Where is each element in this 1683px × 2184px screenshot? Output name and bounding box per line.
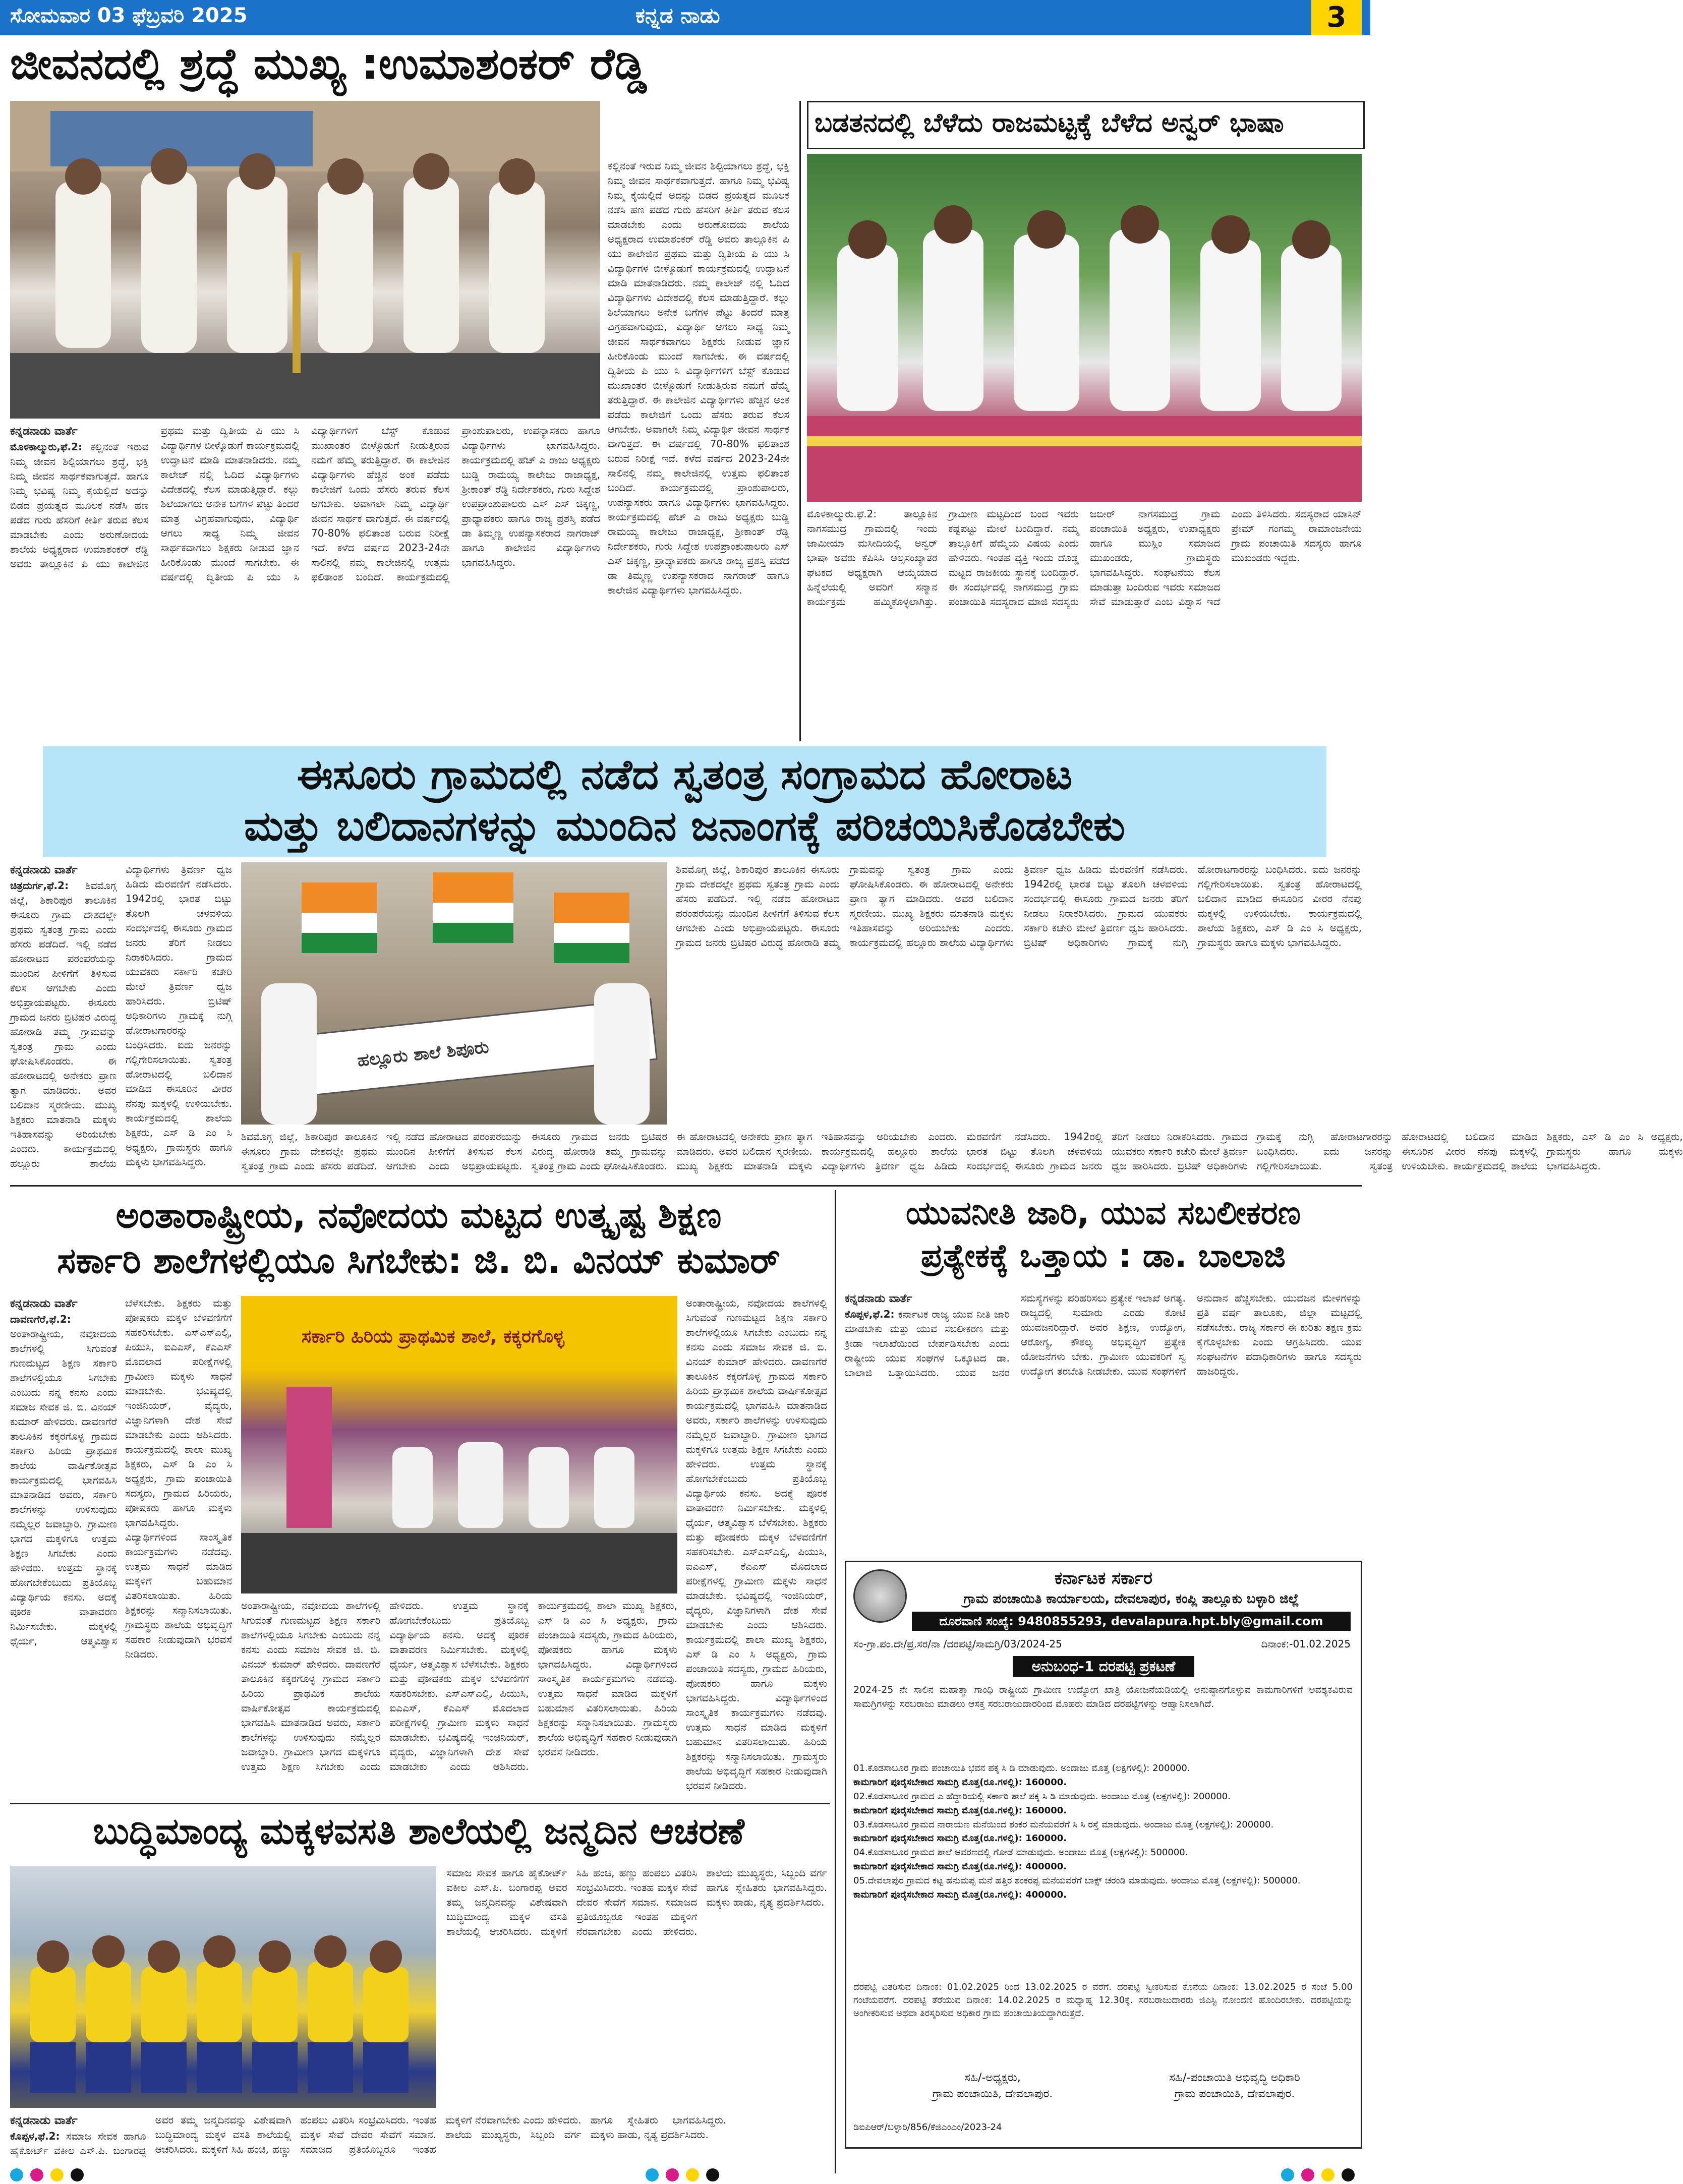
article-4-headline-line2: ಸರ್ಕಾರಿ ಶಾಲೆಗಳಲ್ಲಿಯೂ ಸಿಗಬೇಕು: ಜಿ. ಬಿ. ವಿನಯ್ ಕುಮಾರ್ xyxy=(57,1240,780,1281)
flag-rally-scene xyxy=(241,862,667,1125)
article-2-headline: ಬಡತನದಲ್ಲಿ ಬೆಳೆದು ರಾಜಮಟ್ಟಕ್ಕೆ ಬೆಳೆದ ಅನ್ವರ್ ಭಾಷಾ xyxy=(815,108,1284,138)
article-3-text-b: ಶಿವಮೊಗ್ಗ ಜಿಲ್ಲೆ, ಶಿಕಾರಿಪುರ ತಾಲೂಕಿನ ಈಸೂರು ಗ್ರಾಮ ದೇಶದಲ್ಲೇ ಪ್ರಥಮ ಸ್ವತಂತ್ರ ಗ್ರಾಮ ಎಂದು ಹೆಸರು ಪಡೆದಿದೆ. ಇಲ್ಲಿ ನಡೆದ ಹೋರಾಟದ ಪರಂಪರೆಯನ್ನು ಮುಂದಿನ ಪೀಳಿಗೆಗೆ ತಿಳಿಸುವ ಕೆಲಸ ಆಗಬೇಕು ಎಂದು ಅಭಿಪ್ರಾಯಪಟ್ಟರು. ಈಸೂರು ಗ್ರಾಮದ ಜನರು ಬ್ರಿಟಿಷರ ವಿರುದ್ಧ ಹೋರಾಡಿ ತಮ್ಮ ಗ್ರಾಮವನ್ನು ಸ್ವತಂತ್ರ ಗ್ರಾಮ ಎಂದು ಘೋಷಿಸಿಕೊಂಡರು. ಈ ಹೋರಾಟದಲ್ಲಿ ಅನೇಕರು ಪ್ರಾಣ ತ್ಯಾಗ ಮಾಡಿದರು. ಅವರ ಬಲಿದಾನ ಸ್ಮರಣೀಯ. ಮುಖ್ಯ ಶಿಕ್ಷಕರು ಮಾತನಾಡಿ ಮಕ್ಕಳು ಇತಿಹಾಸವನ್ನು ಅರಿಯಬೇಕು ಎಂದರು. ಕಾರ್ಯಕ್ರಮದಲ್ಲಿ ಹಲ್ಲೂರು ಶಾಲೆಯ ವಿದ್ಯಾರ್ಥಿಗಳು ತ್ರಿವರ್ಣ ಧ್ವಜ ಹಿಡಿದು ಮೆರವಣಿಗೆ ನಡೆಸಿದರು. 1942ರಲ್ಲಿ ಭಾರತ ಬಿಟ್ಟು ತೊಲಗಿ ಚಳವಳಿಯ ಸಂದರ್ಭದಲ್ಲಿ ಈಸೂರು ಗ್ರಾಮದ ಜನರು ತೆರಿಗೆ ನೀಡಲು ನಿರಾಕರಿಸಿದರು. ಗ್ರಾಮದ ಯುವಕರು ಸರ್ಕಾರಿ ಕಚೇರಿ ಮೇಲೆ ತ್ರಿವರ್ಣ ಧ್ವಜ ಹಾರಿಸಿದರು. ಬ್ರಿಟಿಷ್ ಅಧಿಕಾರಿಗಳು ಗ್ರಾಮಕ್ಕೆ ನುಗ್ಗಿ ಹೋರಾಟಗಾರರನ್ನು ಬಂಧಿಸಿದರು. ಐದು ಜನರನ್ನು ಗಲ್ಲಿಗೇರಿಸಲಾಯಿತು. ಸ್ವತಂತ್ರ ಹೋರಾಟದಲ್ಲಿ ಬಲಿದಾನ ಮಾಡಿದ ಈಸೂರಿನ ವೀರರ ನೆನಪು ಮಕ್ಕಳಲ್ಲಿ ಉಳಿಯಬೇಕು. ಕಾರ್ಯಕ್ರಮದಲ್ಲಿ ಶಾಲೆಯ ಶಿಕ್ಷಕರು, ಎಸ್ ಡಿ ಎಂ ಸಿ ಅಧ್ಯಕ್ಷರು, ಗ್ರಾಮಸ್ಥರು ಹಾಗೂ ಮಕ್ಕಳು ಭಾಗವಹಿಸಿದ್ದರು. xyxy=(241,1131,1683,1172)
notice-sign-right-2: ಗ್ರಾಮ ಪಂಚಾಯಿತಿ, ದೇವಲಾಪುರ. xyxy=(1174,2088,1295,2100)
magenta-dot-icon xyxy=(30,2168,43,2181)
magenta-dot-icon xyxy=(1301,2168,1314,2181)
article-4-text-b: ಅಂತಾರಾಷ್ಟ್ರೀಯ, ನವೋದಯ ಶಾಲೆಗಳಲ್ಲಿ ಸಿಗುವಂತೆ ಗುಣಮಟ್ಟದ ಶಿಕ್ಷಣ ಸರ್ಕಾರಿ ಶಾಲೆಗಳಲ್ಲಿಯೂ ಸಿಗಬೇಕು ಎಂಬುದು ನನ್ನ ಕನಸು ಎಂದು ಸಮಾಜ ಸೇವಕ ಜಿ. ಬಿ. ವಿನಯ್ ಕುಮಾರ್ ಹೇಳಿದರು. ದಾವಣಗೆರೆ ತಾಲೂಕಿನ ಕಕ್ಕರಗೊಳ್ಳ ಗ್ರಾಮದ ಸರ್ಕಾರಿ ಹಿರಿಯ ಪ್ರಾಥಮಿಕ ಶಾಲೆಯ ವಾರ್ಷಿಕೋತ್ಸವ ಕಾರ್ಯಕ್ರಮದಲ್ಲಿ ಭಾಗವಹಿಸಿ ಮಾತನಾಡಿದ ಅವರು, ಸರ್ಕಾರಿ ಶಾಲೆಗಳನ್ನು ಉಳಿಸುವುದು ನಮ್ಮೆಲ್ಲರ ಜವಾಬ್ದಾರಿ. ಗ್ರಾಮೀಣ ಭಾಗದ ಮಕ್ಕಳಿಗೂ ಉತ್ತಮ ಶಿಕ್ಷಣ ಸಿಗಬೇಕು ಎಂದು ಹೇಳಿದರು. ಉತ್ತಮ ಸ್ಥಾನಕ್ಕೆ ಹೋಗಬೇಕೆಂಬುದು ಪ್ರತಿಯೊಬ್ಬ ವಿದ್ಯಾರ್ಥಿಯ ಕನಸು. ಅದಕ್ಕೆ ಪೂರಕ ವಾತಾವರಣ ನಿರ್ಮಿಸಬೇಕು. ಮಕ್ಕಳಲ್ಲಿ ಧೈರ್ಯ, ಆತ್ಮವಿಶ್ವಾಸ ಬೆಳೆಸಬೇಕು. ಶಿಕ್ಷಕರು ಮತ್ತು ಪೋಷಕರು ಮಕ್ಕಳ ಬೆಳವಣಿಗೆಗೆ ಸಹಕರಿಸಬೇಕು. ಎಸ್ಎಸ್ಎಲ್ಸಿ, ಪಿಯುಸಿ, ಐಎಎಸ್, ಕೆಎಎಸ್ ಮೊದಲಾದ ಪರೀಕ್ಷೆಗಳಲ್ಲಿ ಗ್ರಾಮೀಣ ಮಕ್ಕಳು ಸಾಧನೆ ಮಾಡಬೇಕು. ಭವಿಷ್ಯದಲ್ಲಿ ಇಂಜಿನಿಯರ್, ವೈದ್ಯರು, ವಿಜ್ಞಾನಿಗಳಾಗಿ ದೇಶ ಸೇವೆ ಮಾಡಬೇಕು ಎಂದು ಆಶಿಸಿದರು. ಕಾರ್ಯಕ್ರಮದಲ್ಲಿ ಶಾಲಾ ಮುಖ್ಯ ಶಿಕ್ಷಕರು, ಎಸ್ ಡಿ ಎಂ ಸಿ ಅಧ್ಯಕ್ಷರು, ಗ್ರಾಮ ಪಂಚಾಯಿತಿ ಸದಸ್ಯರು, ಗ್ರಾಮದ ಹಿರಿಯರು, ಪೋಷಕರು ಹಾಗೂ ಮಕ್ಕಳು ಭಾಗವಹಿಸಿದ್ದರು. ವಿದ್ಯಾರ್ಥಿಗಳಿಂದ ಸಾಂಸ್ಕೃತಿಕ ಕಾರ್ಯಕ್ರಮಗಳು ನಡೆದವು. ಉತ್ತಮ ಸಾಧನೆ ಮಾಡಿದ ಮಕ್ಕಳಿಗೆ ಬಹುಮಾನ ವಿತರಿಸಲಾಯಿತು. ಹಿರಿಯ ಶಿಕ್ಷಕರನ್ನು ಸನ್ಮಾನಿಸಲಾಯಿತು. ಗ್ರಾಮಸ್ಥರು ಶಾಲೆಯ ಅಭಿವೃದ್ಧಿಗೆ ಸಹಕಾರ ನೀಡುವುದಾಗಿ ಭರವಸೆ ನೀಡಿದರು. xyxy=(241,1600,677,1773)
article-5-headline-line1: ಯುವನೀತಿ ಜಾರಿ, ಯುವ ಸಬಲೀಕರಣ xyxy=(906,1195,1301,1232)
notice-govt: ಕರ್ನಾಟಕ ಸರ್ಕಾರ xyxy=(1054,1568,1153,1588)
article-3-text-c: ಶಿವಮೊಗ್ಗ ಜಿಲ್ಲೆ, ಶಿಕಾರಿಪುರ ತಾಲೂಕಿನ ಈಸೂರು ಗ್ರಾಮ ದೇಶದಲ್ಲೇ ಪ್ರಥಮ ಸ್ವತಂತ್ರ ಗ್ರಾಮ ಎಂದು ಹೆಸರು ಪಡೆದಿದೆ. ಇಲ್ಲಿ ನಡೆದ ಹೋರಾಟದ ಪರಂಪರೆಯನ್ನು ಮುಂದಿನ ಪೀಳಿಗೆಗೆ ತಿಳಿಸುವ ಕೆಲಸ ಆಗಬೇಕು ಎಂದು ಅಭಿಪ್ರಾಯಪಟ್ಟರು. ಈಸೂರು ಗ್ರಾಮದ ಜನರು ಬ್ರಿಟಿಷರ ವಿರುದ್ಧ ಹೋರಾಡಿ ತಮ್ಮ ಗ್ರಾಮವನ್ನು ಸ್ವತಂತ್ರ ಗ್ರಾಮ ಎಂದು ಘೋಷಿಸಿಕೊಂಡರು. ಈ ಹೋರಾಟದಲ್ಲಿ ಅನೇಕರು ಪ್ರಾಣ ತ್ಯಾಗ ಮಾಡಿದರು. ಅವರ ಬಲಿದಾನ ಸ್ಮರಣೀಯ. ಮುಖ್ಯ ಶಿಕ್ಷಕರು ಮಾತನಾಡಿ ಮಕ್ಕಳು ಇತಿಹಾಸವನ್ನು ಅರಿಯಬೇಕು ಎಂದರು. ಕಾರ್ಯಕ್ರಮದಲ್ಲಿ ಹಲ್ಲೂರು ಶಾಲೆಯ ವಿದ್ಯಾರ್ಥಿಗಳು ತ್ರಿವರ್ಣ ಧ್ವಜ ಹಿಡಿದು ಮೆರವಣಿಗೆ ನಡೆಸಿದರು. 1942ರಲ್ಲಿ ಭಾರತ ಬಿಟ್ಟು ತೊಲಗಿ ಚಳವಳಿಯ ಸಂದರ್ಭದಲ್ಲಿ ಈಸೂರು ಗ್ರಾಮದ ಜನರು ತೆರಿಗೆ ನೀಡಲು ನಿರಾಕರಿಸಿದರು. ಗ್ರಾಮದ ಯುವಕರು ಸರ್ಕಾರಿ ಕಚೇರಿ ಮೇಲೆ ತ್ರಿವರ್ಣ ಧ್ವಜ ಹಾರಿಸಿದರು. ಬ್ರಿಟಿಷ್ ಅಧಿಕಾರಿಗಳು ಗ್ರಾಮಕ್ಕೆ ನುಗ್ಗಿ ಹೋರಾಟಗಾರರನ್ನು ಬಂಧಿಸಿದರು. ಐದು ಜನರನ್ನು ಗಲ್ಲಿಗೇರಿಸಲಾಯಿತು. ಸ್ವತಂತ್ರ ಹೋರಾಟದಲ್ಲಿ ಬಲಿದಾನ ಮಾಡಿದ ಈಸೂರಿನ ವೀರರ ನೆನಪು ಮಕ್ಕಳಲ್ಲಿ ಉಳಿಯಬೇಕು. ಕಾರ್ಯಕ್ರಮದಲ್ಲಿ ಶಾಲೆಯ ಶಿಕ್ಷಕರು, ಎಸ್ ಡಿ ಎಂ ಸಿ ಅಧ್ಯಕ್ಷರು, ಗ್ರಾಮಸ್ಥರು ಹಾಗೂ ಮಕ್ಕಳು ಭಾಗವಹಿಸಿದ್ದರು. xyxy=(676,863,1362,949)
notice-sign-left-2: ಗ್ರಾಮ ಪಂಚಾಯಿತಿ, ದೇವಲಾಪುರ. xyxy=(932,2088,1053,2100)
article-4-body-col-b xyxy=(241,1599,677,1795)
magenta-dot-icon xyxy=(666,2168,679,2181)
notice-sign-right-1: ಸಹಿ/-ಪಂಚಾಯಿತಿ ಅಭಿವೃದ್ಧಿ ಅಧಿಕಾರಿ xyxy=(1169,2072,1300,2084)
article-1-text-continued: ಕಲ್ಲಿನಂತೆ ಇರುವ ನಿಮ್ಮ ಜೀವನ ಶಿಲ್ಪಿಯಾಗಲು ಶ್ರದ್ಧೆ, ಭಕ್ತಿ ನಿಮ್ಮ ಜೀವನ ಸಾರ್ಥಕವಾಗುತ್ತದೆ. ಹಾಗೂ ನಿಮ್ಮ ಭವಿಷ್ಯ ನಿಮ್ಮ ಕೈಯಲ್ಲಿದೆ ಅದನ್ನು ಬಿಡದ ಪ್ರಯತ್ನದ ಮೂಲಕ ನಡೆಸಿ ಹಣ ಪಡೆದ ಗುರು ಹೆಸರಿಗೆ ಕೀರ್ತಿ ತರುವ ಕೆಲಸ ಮಾಡಬೇಕು ಎಂದು ಅರುಣೋದಯ ಶಾಲೆಯ ಅಧ್ಯಕ್ಷರಾದ ಉಮಾಶಂಕರ್ ರೆಡ್ಡಿ ಅವರು ತಾಲ್ಲೂಕಿನ ಪಿ ಯು ಕಾಲೇಜಿನ ಪ್ರಥಮ ಮತ್ತು ದ್ವಿತೀಯ ಪಿ ಯು ಸಿ ವಿದ್ಯಾರ್ಥಿಗಳ ಬೀಳ್ಕೊಡುಗೆ ಕಾರ್ಯಕ್ರಮದಲ್ಲಿ ಉದ್ಘಾಟನೆ ಮಾಡಿ ಮಾತನಾಡಿದರು. ನಮ್ಮ ಕಾಲೇಜ್ ನಲ್ಲಿ ಓದಿದ ವಿದ್ಯಾರ್ಥಿಗಳು ವಿದೇಶದಲ್ಲಿ ಕೆಲಸ ಮಾಡುತ್ತಿದ್ದಾರೆ. ಕಲ್ಲು ಶಿಲೆಯಾಗಲು ಅನೇಕ ಬಗೆಗಳ ಪೆಟ್ಟು ತಿಂದರೆ ಮಾತ್ರ ವಿಗ್ರಹವಾಗುವುದು, ವಿದ್ಯಾರ್ಥಿ ಆಗಲು ಸಾಧ್ಯ ನಿಮ್ಮ ಜೀವನ ಸಾರ್ಥಕವಾಗಲು ಶಿಕ್ಷಕರು ನೀಡುವ ಜ್ಞಾನ ಹೀರಿಕೊಂಡು ಮುಂದೆ ಸಾಗಬೇಕು. ಈ ವರ್ಷದಲ್ಲಿ ದ್ವಿತೀಯ ಪಿ ಯು ಸಿ ವಿದ್ಯಾರ್ಥಿಗಳಿಗೆ ಬೆಸ್ಟ್ ಕೊಡುವ ಮುಖಾಂತರ ಬೀಳ್ಕೊಡುಗೆ ನೀಡುತ್ತಿರುವ ನಮಗೆ ಹೆಮ್ಮೆ ತರುತ್ತಿದ್ದಾರೆ. ಈ ಕಾಲೇಜಿನ ವಿದ್ಯಾರ್ಥಿಗಳು ಹೆಚ್ಚಿನ ಅಂಕ ಪಡೆದು ಕಾಲೇಜಿಗೆ ಒಂದು ಹೆಸರು ತರುವ ಕೆಲಸ ಆಗಬೇಕು. ಅವಾಗಲೇ ನಿಮ್ಮ ವಿದ್ಯಾರ್ಥಿ ಜೀವನ ಸಾರ್ಥಕ ವಾಗುತ್ತದೆ. ಈ ವರ್ಷದಲ್ಲಿ 70-80% ಫಲಿತಾಂಶ ಬರುವ ನಿರೀಕ್ಷೆ ಇದೆ. ಕಳೆದ ವರ್ಷದ 2023-24ನೇ ಸಾಲಿನಲ್ಲಿ ನಮ್ಮ ಕಾಲೇಜಿನಲ್ಲಿ ಉತ್ತಮ ಫಲಿತಾಂಶ ಬಂದಿದೆ. ಕಾರ್ಯಕ್ರಮದಲ್ಲಿ ಪ್ರಾಂಶುಪಾಲರು, ಉಪನ್ಯಾಸಕರು ಹಾಗೂ ವಿದ್ಯಾರ್ಥಿಗಳು ಭಾಗವಹಿಸಿದ್ದರು. ಕಾರ್ಯಕ್ರಮದಲ್ಲಿ ಹೆಚ್ ಎ ರಾಜು ಅಧ್ಯಕ್ಷರು ಬುಡ್ಡಿ ರಾಮಯ್ಯ ಕಾಲೇಜು ರಾಜಾಧ್ಯಕ್ಷ, ಶ್ರೀಕಾಂತ್ ರೆಡ್ಡಿ ನಿರ್ದೇಶಕರು, ಗುರು ಸಿದ್ದೇಶ ಉಪಪ್ರಾಂಶುಪಾಲರು ಎಸ್ ಎಸ್ ಚಿಕ್ಕಣ್ಣ, ಪ್ರಾಧ್ಯಾಪಕರು ಹಾಗೂ ರಾಜ್ಯ ಪ್ರಶಸ್ತಿ ಪಡೆದ ಡಾ ತಿಮ್ಮಣ್ಣ ಉಪನ್ಯಾಸಕರಾದ ನಾಗರಾಜ್ ಹಾಗೂ ಕಾಲೇಜಿನ ವಿದ್ಯಾರ್ಥಿಗಳು ಭಾಗವಹಿಸಿದ್ದರು. xyxy=(608,160,789,596)
article-6-photo xyxy=(10,1866,436,2108)
tender-notice xyxy=(845,1561,1362,2149)
black-dot-icon xyxy=(71,2168,84,2181)
emblem-icon xyxy=(853,1569,907,1623)
article-4-byline: ಕನ್ನಡನಾಡು ವಾರ್ತೆ xyxy=(10,1297,78,1310)
notice-intro: 2024-25 ನೇ ಸಾಲಿನ ಮಹಾತ್ಮಾ ಗಾಂಧಿ ರಾಷ್ಟ್ರೀಯ ಗ್ರಾಮೀಣ ಉದ್ಯೋಗ ಖಾತ್ರಿ ಯೋಜನೆಯಡಿಯಲ್ಲಿ ಅನುಷ್ಠಾನಗೊಳ್ಳುವ ಕಾಮಗಾರಿಗಳಿಗೆ ಅವಶ್ಯಕವಿರುವ ಸಾಮಗ್ರಿಗಳನ್ನು ಸರಬರಾಜು ಮಾಡಲು ಆಸಕ್ತ ಸರಬರಾಜುದಾರರಿಂದ ಮೊಹರು ಮಾಡಿದ ದರಪಟ್ಟಿಗಳನ್ನು ಆಹ್ವಾನಿಸಲಾಗಿದೆ. xyxy=(853,1684,1353,1709)
article-4-headline-line1: ಅಂತಾರಾಷ್ಟ್ರೀಯ, ನವೋದಯ ಮಟ್ಟದ ಉತ್ಕೃಷ್ಟ ಶಿಕ್ಷಣ xyxy=(115,1195,722,1236)
notice-item: ಕಾಮಗಾರಿಗೆ ಪೂರೈಸಬೇಕಾದ ಸಾಮಗ್ರಿ ಮೊತ್ತ(ರೂ.ಗಳಲ್ಲಿ): 160000. xyxy=(853,1833,1067,1844)
article-1-text: ಕಲ್ಲಿನಂತೆ ಇರುವ ನಿಮ್ಮ ಜೀವನ ಶಿಲ್ಪಿಯಾಗಲು ಶ್ರದ್ಧೆ, ಭಕ್ತಿ ನಿಮ್ಮ ಜೀವನ ಸಾರ್ಥಕವಾಗುತ್ತದೆ. ಹಾಗೂ ನಿಮ್ಮ ಭವಿಷ್ಯ ನಿಮ್ಮ ಕೈಯಲ್ಲಿದೆ ಅದನ್ನು ಬಿಡದ ಪ್ರಯತ್ನದ ಮೂಲಕ ನಡೆಸಿ ಹಣ ಪಡೆದ ಗುರು ಹೆಸರಿಗೆ ಕೀರ್ತಿ ತರುವ ಕೆಲಸ ಮಾಡಬೇಕು ಎಂದು ಅರುಣೋದಯ ಶಾಲೆಯ ಅಧ್ಯಕ್ಷರಾದ ಉಮಾಶಂಕರ್ ರೆಡ್ಡಿ ಅವರು ತಾಲ್ಲೂಕಿನ ಪಿ ಯು ಕಾಲೇಜಿನ ಪ್ರಥಮ ಮತ್ತು ದ್ವಿತೀಯ ಪಿ ಯು ಸಿ ವಿದ್ಯಾರ್ಥಿಗಳ ಬೀಳ್ಕೊಡುಗೆ ಕಾರ್ಯಕ್ರಮದಲ್ಲಿ ಉದ್ಘಾಟನೆ ಮಾಡಿ ಮಾತನಾಡಿದರು. ನಮ್ಮ ಕಾಲೇಜ್ ನಲ್ಲಿ ಓದಿದ ವಿದ್ಯಾರ್ಥಿಗಳು ವಿದೇಶದಲ್ಲಿ ಕೆಲಸ ಮಾಡುತ್ತಿದ್ದಾರೆ. ಕಲ್ಲು ಶಿಲೆಯಾಗಲು ಅನೇಕ ಬಗೆಗಳ ಪೆಟ್ಟು ತಿಂದರೆ ಮಾತ್ರ ವಿಗ್ರಹವಾಗುವುದು, ವಿದ್ಯಾರ್ಥಿ ಆಗಲು ಸಾಧ್ಯ ನಿಮ್ಮ ಜೀವನ ಸಾರ್ಥಕವಾಗಲು ಶಿಕ್ಷಕರು ನೀಡುವ ಜ್ಞಾನ ಹೀರಿಕೊಂಡು ಮುಂದೆ ಸಾಗಬೇಕು. ಈ ವರ್ಷದಲ್ಲಿ ದ್ವಿತೀಯ ಪಿ ಯು ಸಿ ವಿದ್ಯಾರ್ಥಿಗಳಿಗೆ ಬೆಸ್ಟ್ ಕೊಡುವ ಮುಖಾಂತರ ಬೀಳ್ಕೊಡುಗೆ ನೀಡುತ್ತಿರುವ ನಮಗೆ ಹೆಮ್ಮೆ ತರುತ್ತಿದ್ದಾರೆ. ಈ ಕಾಲೇಜಿನ ವಿದ್ಯಾರ್ಥಿಗಳು ಹೆಚ್ಚಿನ ಅಂಕ ಪಡೆದು ಕಾಲೇಜಿಗೆ ಒಂದು ಹೆಸರು ತರುವ ಕೆಲಸ ಆಗಬೇಕು. ಅವಾಗಲೇ ನಿಮ್ಮ ವಿದ್ಯಾರ್ಥಿ ಜೀವನ ಸಾರ್ಥಕ ವಾಗುತ್ತದೆ. ಈ ವರ್ಷದಲ್ಲಿ 70-80% ಫಲಿತಾಂಶ ಬರುವ ನಿರೀಕ್ಷೆ ಇದೆ. ಕಳೆದ ವರ್ಷದ 2023-24ನೇ ಸಾಲಿನಲ್ಲಿ ನಮ್ಮ ಕಾಲೇಜಿನಲ್ಲಿ ಉತ್ತಮ ಫಲಿತಾಂಶ ಬಂದಿದೆ. ಕಾರ್ಯಕ್ರಮದಲ್ಲಿ ಪ್ರಾಂಶುಪಾಲರು, ಉಪನ್ಯಾಸಕರು ಹಾಗೂ ವಿದ್ಯಾರ್ಥಿಗಳು ಭಾಗವಹಿಸಿದ್ದರು. ಕಾರ್ಯಕ್ರಮದಲ್ಲಿ ಹೆಚ್ ಎ ರಾಜು ಅಧ್ಯಕ್ಷರು ಬುಡ್ಡಿ ರಾಮಯ್ಯ ಕಾಲೇಜು ರಾಜಾಧ್ಯಕ್ಷ, ಶ್ರೀಕಾಂತ್ ರೆಡ್ಡಿ ನಿರ್ದೇಶಕರು, ಗುರು ಸಿದ್ದೇಶ ಉಪಪ್ರಾಂಶುಪಾಲರು ಎಸ್ ಎಸ್ ಚಿಕ್ಕಣ್ಣ, ಪ್ರಾಧ್ಯಾಪಕರು ಹಾಗೂ ರಾಜ್ಯ ಪ್ರಶಸ್ತಿ ಪಡೆದ ಡಾ ತಿಮ್ಮಣ್ಣ ಉಪನ್ಯಾಸಕರಾದ ನಾಗರಾಜ್ ಹಾಗೂ ಕಾಲೇಜಿನ ವಿದ್ಯಾರ್ಥಿಗಳು ಭಾಗವಹಿಸಿದ್ದರು. xyxy=(10,425,600,583)
article-6-headline: ಬುದ್ಧಿಮಾಂದ್ಯ ಮಕ್ಕಳವಸತಿ ಶಾಲೆಯಲ್ಲಿ ಜನ್ಮದಿನ ಆಚರಣೆ xyxy=(93,1810,744,1852)
cyan-dot-icon xyxy=(1281,2168,1294,2181)
article-6-text-b: ಸಮಾಜ ಸೇವಕ ಹಾಗೂ ಹೈಕೋರ್ಟ್ ವಕೀಲ ಎಸ್.ಪಿ. ಬಂಗಾರಪ್ಪ ಅವರ ತಮ್ಮ ಜನ್ಮದಿನವನ್ನು ವಿಶೇಷವಾಗಿ ಬುದ್ಧಿಮಾಂದ್ಯ ಮಕ್ಕಳ ವಸತಿ ಶಾಲೆಯಲ್ಲಿ ಆಚರಿಸಿದರು. ಮಕ್ಕಳಿಗೆ ಸಿಹಿ ಹಂಚಿ, ಹಣ್ಣು ಹಂಪಲು ವಿತರಿಸಿ ಸಂಭ್ರಮಿಸಿದರು. ಇಂತಹ ಮಕ್ಕಳ ಸೇವೆ ದೇವರ ಸೇವೆಗೆ ಸಮಾನ. ಸಮಾಜದ ಪ್ರತಿಯೊಬ್ಬರೂ ಇಂತಹ ಮಕ್ಕಳಿಗೆ ನೆರವಾಗಬೇಕು ಎಂದು ಹೇಳಿದರು. ಶಾಲೆಯ ಮುಖ್ಯಸ್ಥರು, ಸಿಬ್ಬಂದಿ ವರ್ಗ ಹಾಗೂ ಸ್ನೇಹಿತರು ಭಾಗವಹಿಸಿದ್ದರು. ಮಕ್ಕಳು ಹಾಡು, ನೃತ್ಯ ಪ್ರದರ್ಶಿಸಿದರು. xyxy=(446,1867,827,1937)
article-1-photo xyxy=(10,101,600,419)
article-3-body-col-c xyxy=(676,862,1362,1180)
article-1-byline: ಕನ್ನಡನಾಡು ವಾರ್ತೆ xyxy=(10,425,78,438)
article-4-text-c: ಅಂತಾರಾಷ್ಟ್ರೀಯ, ನವೋದಯ ಶಾಲೆಗಳಲ್ಲಿ ಸಿಗುವಂತೆ ಗುಣಮಟ್ಟದ ಶಿಕ್ಷಣ ಸರ್ಕಾರಿ ಶಾಲೆಗಳಲ್ಲಿಯೂ ಸಿಗಬೇಕು ಎಂಬುದು ನನ್ನ ಕನಸು ಎಂದು ಸಮಾಜ ಸೇವಕ ಜಿ. ಬಿ. ವಿನಯ್ ಕುಮಾರ್ ಹೇಳಿದರು. ದಾವಣಗೆರೆ ತಾಲೂಕಿನ ಕಕ್ಕರಗೊಳ್ಳ ಗ್ರಾಮದ ಸರ್ಕಾರಿ ಹಿರಿಯ ಪ್ರಾಥಮಿಕ ಶಾಲೆಯ ವಾರ್ಷಿಕೋತ್ಸವ ಕಾರ್ಯಕ್ರಮದಲ್ಲಿ ಭಾಗವಹಿಸಿ ಮಾತನಾಡಿದ ಅವರು, ಸರ್ಕಾರಿ ಶಾಲೆಗಳನ್ನು ಉಳಿಸುವುದು ನಮ್ಮೆಲ್ಲರ ಜವಾಬ್ದಾರಿ. ಗ್ರಾಮೀಣ ಭಾಗದ ಮಕ್ಕಳಿಗೂ ಉತ್ತಮ ಶಿಕ್ಷಣ ಸಿಗಬೇಕು ಎಂದು ಹೇಳಿದರು. ಉತ್ತಮ ಸ್ಥಾನಕ್ಕೆ ಹೋಗಬೇಕೆಂಬುದು ಪ್ರತಿಯೊಬ್ಬ ವಿದ್ಯಾರ್ಥಿಯ ಕನಸು. ಅದಕ್ಕೆ ಪೂರಕ ವಾತಾವರಣ ನಿರ್ಮಿಸಬೇಕು. ಮಕ್ಕಳಲ್ಲಿ ಧೈರ್ಯ, ಆತ್ಮವಿಶ್ವಾಸ ಬೆಳೆಸಬೇಕು. ಶಿಕ್ಷಕರು ಮತ್ತು ಪೋಷಕರು ಮಕ್ಕಳ ಬೆಳವಣಿಗೆಗೆ ಸಹಕರಿಸಬೇಕು. ಎಸ್ಎಸ್ಎಲ್ಸಿ, ಪಿಯುಸಿ, ಐಎಎಸ್, ಕೆಎಎಸ್ ಮೊದಲಾದ ಪರೀಕ್ಷೆಗಳಲ್ಲಿ ಗ್ರಾಮೀಣ ಮಕ್ಕಳು ಸಾಧನೆ ಮಾಡಬೇಕು. ಭವಿಷ್ಯದಲ್ಲಿ ಇಂಜಿನಿಯರ್, ವೈದ್ಯರು, ವಿಜ್ಞಾನಿಗಳಾಗಿ ದೇಶ ಸೇವೆ ಮಾಡಬೇಕು ಎಂದು ಆಶಿಸಿದರು. ಕಾರ್ಯಕ್ರಮದಲ್ಲಿ ಶಾಲಾ ಮುಖ್ಯ ಶಿಕ್ಷಕರು, ಎಸ್ ಡಿ ಎಂ ಸಿ ಅಧ್ಯಕ್ಷರು, ಗ್ರಾಮ ಪಂಚಾಯಿತಿ ಸದಸ್ಯರು, ಗ್ರಾಮದ ಹಿರಿಯರು, ಪೋಷಕರು ಹಾಗೂ ಮಕ್ಕಳು ಭಾಗವಹಿಸಿದ್ದರು. ವಿದ್ಯಾರ್ಥಿಗಳಿಂದ ಸಾಂಸ್ಕೃತಿಕ ಕಾರ್ಯಕ್ರಮಗಳು ನಡೆದವು. ಉತ್ತಮ ಸಾಧನೆ ಮಾಡಿದ ಮಕ್ಕಳಿಗೆ ಬಹುಮಾನ ವಿತರಿಸಲಾಯಿತು. ಹಿರಿಯ ಶಿಕ್ಷಕರನ್ನು ಸನ್ಮಾನಿಸಲಾಯಿತು. ಗ್ರಾಮಸ್ಥರು ಶಾಲೆಯ ಅಭಿವೃದ್ಧಿಗೆ ಸಹಕಾರ ನೀಡುವುದಾಗಿ ಭರವಸೆ ನೀಡಿದರು. xyxy=(686,1297,827,1792)
yellow-dot-icon xyxy=(686,2168,699,2181)
article-4-body-col-a xyxy=(10,1296,232,1795)
article-1-body-col-b xyxy=(608,159,789,741)
notice-footer-code: ಡಿಐಪಿಆರ್/ಬಳ್ಳಾರಿ/856/ಕೆಜಿಎಂಎಂ/2023-24 xyxy=(853,2122,1002,2133)
notice-item: 03.ಕೊಡಸಾಬೂರ ಗ್ರಾಮದ ನಾರಾಯಣ ಮನೆಯಿಂದ ಶಂಕರ ಮನೆಯವರೆಗೆ ಸಿ ಸಿ ರಸ್ತೆ ಮಾಡುವುದು. ಅಂದಾಜು ಮೊತ್ತ (ಲಕ್ಷಗಳಲ್ಲಿ): 200000. xyxy=(853,1819,1274,1830)
article-3-byline: ಕನ್ನಡನಾಡು ವಾರ್ತೆ xyxy=(10,864,78,876)
article-5-byline: ಕನ್ನಡನಾಡು ವಾರ್ತೆ xyxy=(845,1292,912,1305)
article-6-text: ಸಮಾಜ ಸೇವಕ ಹಾಗೂ ಹೈಕೋರ್ಟ್ ವಕೀಲ ಎಸ್.ಪಿ. ಬಂಗಾರಪ್ಪ ಅವರ ತಮ್ಮ ಜನ್ಮದಿನವನ್ನು ವಿಶೇಷವಾಗಿ ಬುದ್ಧಿಮಾಂದ್ಯ ಮಕ್ಕಳ ವಸತಿ ಶಾಲೆಯಲ್ಲಿ ಆಚರಿಸಿದರು. ಮಕ್ಕಳಿಗೆ ಸಿಹಿ ಹಂಚಿ, ಹಣ್ಣು ಹಂಪಲು ವಿತರಿಸಿ ಸಂಭ್ರಮಿಸಿದರು. ಇಂತಹ ಮಕ್ಕಳ ಸೇವೆ ದೇವರ ಸೇವೆಗೆ ಸಮಾನ. ಸಮಾಜದ ಪ್ರತಿಯೊಬ್ಬರೂ ಇಂತಹ ಮಕ್ಕಳಿಗೆ ನೆರವಾಗಬೇಕು ಎಂದು ಹೇಳಿದರು. ಶಾಲೆಯ ಮುಖ್ಯಸ್ಥರು, ಸಿಬ್ಬಂದಿ ವರ್ಗ ಹಾಗೂ ಸ್ನೇಹಿತರು ಭಾಗವಹಿಸಿದ್ದರು. ಮಕ್ಕಳು ಹಾಡು, ನೃತ್ಯ ಪ್ರದರ್ಶಿಸಿದರು. xyxy=(10,2114,727,2157)
black-dot-icon xyxy=(706,2168,719,2181)
notice-item: 01.ಕೊಡಸಾಬೂರ ಗ್ರಾಮ ಪಂಚಾಯಿತಿ ಭವನ ಪಕ್ಕ ಸಿ ಡಿ ಮಾಡುವುದು. ಅಂದಾಜು ಮೊತ್ತ (ಲಕ್ಷಗಳಲ್ಲಿ): 200000. xyxy=(853,1763,1190,1774)
notice-item: ಕಾಮಗಾರಿಗೆ ಪೂರೈಸಬೇಕಾದ ಸಾಮಗ್ರಿ ಮೊತ್ತ(ರೂ.ಗಳಲ್ಲಿ): 400000. xyxy=(853,1861,1067,1872)
masthead: ಕನ್ನಡ ನಾಡು xyxy=(635,3,720,28)
article-5-body xyxy=(845,1291,1362,1553)
article-5-dateline: ಕೊಪ್ಪಳ,ಫೆ.2: xyxy=(845,1308,895,1320)
article-4-photo xyxy=(241,1296,677,1593)
registration-marks-right xyxy=(1281,2168,1367,2181)
article-3-body-col-a xyxy=(10,862,232,1180)
page-number: 3 xyxy=(1311,0,1362,35)
article-6-body-col-b xyxy=(446,1866,827,2163)
article-3-photo xyxy=(241,862,667,1125)
article-3-dateline: ಚಿತ್ರದುರ್ಗ,ಫೆ.2: xyxy=(10,879,69,892)
article-3-headline-line2: ಮತ್ತು ಬಲಿದಾನಗಳನ್ನು ಮುಂದಿನ ಜನಾಂಗಕ್ಕೆ ಪರಿಚಯಿಸಿಕೊಡಬೇಕು xyxy=(244,802,1125,850)
article-5-headline-line2: ಪ್ರತ್ಯೇಕಕ್ಕೆ ಒತ್ತಾಯ : ಡಾ. ಬಾಲಾಜಿ xyxy=(920,1237,1286,1275)
notice-terms: ದರಪಟ್ಟಿ ವಿತರಿಸುವ ದಿನಾಂಕ: 01.02.2025 ರಿಂದ 13.02.2025 ರ ವರೆಗೆ. ದರಪಟ್ಟಿ ಸ್ವೀಕರಿಸುವ ಕೊನೆಯ ದಿನಾಂಕ: 13.02.2025 ರ ಸಂಜೆ 5.00 ಗಂಟೆಯವರೆಗೆ. ದರಪಟ್ಟಿ ತೆರೆಯುವ ದಿನಾಂಕ: 14.02.2025 ರ ಮಧ್ಯಾಹ್ನ 12.30ಕ್ಕೆ. ಸರಬರಾಜುದಾರರು ಜಿಎಸ್ಟಿ ನೋಂದಣಿ ಹೊಂದಿರಬೇಕು. ದರಪಟ್ಟಿಯನ್ನು ಅಂಗೀಕರಿಸುವ ಅಥವಾ ತಿರಸ್ಕರಿಸುವ ಅಧಿಕಾರ ಗ್ರಾಮ ಪಂಚಾಯಿತಿಯದ್ದಾಗಿರುತ್ತದೆ. xyxy=(853,1982,1353,2019)
article-3-text: ಶಿವಮೊಗ್ಗ ಜಿಲ್ಲೆ, ಶಿಕಾರಿಪುರ ತಾಲೂಕಿನ ಈಸೂರು ಗ್ರಾಮ ದೇಶದಲ್ಲೇ ಪ್ರಥಮ ಸ್ವತಂತ್ರ ಗ್ರಾಮ ಎಂದು ಹೆಸರು ಪಡೆದಿದೆ. ಇಲ್ಲಿ ನಡೆದ ಹೋರಾಟದ ಪರಂಪರೆಯನ್ನು ಮುಂದಿನ ಪೀಳಿಗೆಗೆ ತಿಳಿಸುವ ಕೆಲಸ ಆಗಬೇಕು ಎಂದು ಅಭಿಪ್ರಾಯಪಟ್ಟರು. ಈಸೂರು ಗ್ರಾಮದ ಜನರು ಬ್ರಿಟಿಷರ ವಿರುದ್ಧ ಹೋರಾಡಿ ತಮ್ಮ ಗ್ರಾಮವನ್ನು ಸ್ವತಂತ್ರ ಗ್ರಾಮ ಎಂದು ಘೋಷಿಸಿಕೊಂಡರು. ಈ ಹೋರಾಟದಲ್ಲಿ ಅನೇಕರು ಪ್ರಾಣ ತ್ಯಾಗ ಮಾಡಿದರು. ಅವರ ಬಲಿದಾನ ಸ್ಮರಣೀಯ. ಮುಖ್ಯ ಶಿಕ್ಷಕರು ಮಾತನಾಡಿ ಮಕ್ಕಳು ಇತಿಹಾಸವನ್ನು ಅರಿಯಬೇಕು ಎಂದರು. ಕಾರ್ಯಕ್ರಮದಲ್ಲಿ ಹಲ್ಲೂರು ಶಾಲೆಯ ವಿದ್ಯಾರ್ಥಿಗಳು ತ್ರಿವರ್ಣ ಧ್ವಜ ಹಿಡಿದು ಮೆರವಣಿಗೆ ನಡೆಸಿದರು. 1942ರಲ್ಲಿ ಭಾರತ ಬಿಟ್ಟು ತೊಲಗಿ ಚಳವಳಿಯ ಸಂದರ್ಭದಲ್ಲಿ ಈಸೂರು ಗ್ರಾಮದ ಜನರು ತೆರಿಗೆ ನೀಡಲು ನಿರಾಕರಿಸಿದರು. ಗ್ರಾಮದ ಯುವಕರು ಸರ್ಕಾರಿ ಕಚೇರಿ ಮೇಲೆ ತ್ರಿವರ್ಣ ಧ್ವಜ ಹಾರಿಸಿದರು. ಬ್ರಿಟಿಷ್ ಅಧಿಕಾರಿಗಳು ಗ್ರಾಮಕ್ಕೆ ನುಗ್ಗಿ ಹೋರಾಟಗಾರರನ್ನು ಬಂಧಿಸಿದರು. ಐದು ಜನರನ್ನು ಗಲ್ಲಿಗೇರಿಸಲಾಯಿತು. ಸ್ವತಂತ್ರ ಹೋರಾಟದಲ್ಲಿ ಬಲಿದಾನ ಮಾಡಿದ ಈಸೂರಿನ ವೀರರ ನೆನಪು ಮಕ್ಕಳಲ್ಲಿ ಉಳಿಯಬೇಕು. ಕಾರ್ಯಕ್ರಮದಲ್ಲಿ ಶಾಲೆಯ ಶಿಕ್ಷಕರು, ಎಸ್ ಡಿ ಎಂ ಸಿ ಅಧ್ಯಕ್ಷರು, ಗ್ರಾಮಸ್ಥರು ಹಾಗೂ ಮಕ್ಕಳು ಭಾಗವಹಿಸಿದ್ದರು. xyxy=(10,863,232,1169)
article-2-body xyxy=(807,507,1362,741)
article-3-photo-banner-text: ಹಲ್ಲೂರು ಶಾಲೆ ಶಿಪೂರು xyxy=(356,1037,490,1071)
article-1-body-col-a xyxy=(10,424,600,741)
notice-contact: ದೂರವಾಣಿ ಸಂಖ್ಯೆ: 9480855293, devalapura.hpt.bly@gmail.com xyxy=(912,1612,1351,1631)
article-1-dateline: ಮೊಳಕಾಲ್ಮುರು,ಫೆ.2: xyxy=(10,440,83,453)
notice-item: ಕಾಮಗಾರಿಗೆ ಪೂರೈಸಬೇಕಾದ ಸಾಮಗ್ರಿ ಮೊತ್ತ(ರೂ.ಗಳಲ್ಲಿ): 400000. xyxy=(853,1890,1067,1901)
lamp-lighting-scene xyxy=(10,101,600,419)
notice-item: 05.ದೇವಲಾಪುರ ಗ್ರಾಮದ ಕಟ್ಟ ಹನುಮಪ್ಪ ಮನೆ ಹತ್ತಿರ ಶಂಕರಪ್ಪ ಮನೆಯವರೆಗೆ ಬಾಕ್ಸ್ ಚರಂಡಿ ಮಾಡುವುದು. ಅಂದಾಜು ಮೊತ್ತ (ಲಕ್ಷಗಳಲ್ಲಿ): 500000. xyxy=(853,1875,1301,1886)
article-5-text: ಕರ್ನಾಟಕ ರಾಜ್ಯ ಯುವ ನೀತಿ ಜಾರಿ ಮಾಡಬೇಕು ಮತ್ತು ಯುವ ಸಬಲೀಕರಣ ಮತ್ತು ಕ್ರೀಡಾ ಇಲಾಖೆಯಿಂದ ಬೇರ್ಪಡಿಸಬೇಕು ಎಂದು ರಾಷ್ಟ್ರೀಯ ಯುವ ಸಂಘಗಳ ಒಕ್ಕೂಟದ ಡಾ. ಬಾಲಾಜಿ ಒತ್ತಾಯಿಸಿದರು. ಯುವ ಜನರ ಸಮಸ್ಯೆಗಳನ್ನು ಪರಿಹರಿಸಲು ಪ್ರತ್ಯೇಕ ಇಲಾಖೆ ಅಗತ್ಯ. ರಾಜ್ಯದಲ್ಲಿ ಸುಮಾರು ಎರಡು ಕೋಟಿ ಯುವಜನರಿದ್ದಾರೆ. ಅವರ ಶಿಕ್ಷಣ, ಉದ್ಯೋಗ, ಆರೋಗ್ಯ, ಕೌಶಲ್ಯ ಅಭಿವೃದ್ಧಿಗೆ ಪ್ರತ್ಯೇಕ ಯೋಜನೆಗಳು ಬೇಕು. ಗ್ರಾಮೀಣ ಯುವಕರಿಗೆ ಸ್ವ ಉದ್ಯೋಗ ತರಬೇತಿ ನೀಡಬೇಕು. ಯುವ ಸಂಘಗಳಿಗೆ ಅನುದಾನ ಹೆಚ್ಚಿಸಬೇಕು. ಯುವಜನ ಮೇಳಗಳನ್ನು ಪ್ರತಿ ವರ್ಷ ತಾಲೂಕು, ಜಿಲ್ಲಾ ಮಟ್ಟದಲ್ಲಿ ನಡೆಸಬೇಕು. ರಾಜ್ಯ ಸರ್ಕಾರ ಈ ಕುರಿತು ತಕ್ಷಣ ಕ್ರಮ ಕೈಗೊಳ್ಳಬೇಕು ಎಂದು ಆಗ್ರಹಿಸಿದರು. ಯುವ ಸಂಘಟನೆಗಳ ಪದಾಧಿಕಾರಿಗಳು ಹಾಗೂ ಸದಸ್ಯರು ಹಾಜರಿದ್ದರು. xyxy=(845,1292,1362,1379)
section-divider-3 xyxy=(10,1803,830,1804)
page-header-bar xyxy=(0,0,1370,35)
article-3-headline-banner xyxy=(43,746,1326,857)
notice-item: ಕಾಮಗಾರಿಗೆ ಪೂರೈಸಬೇಕಾದ ಸಾಮಗ್ರಿ ಮೊತ್ತ(ರೂ.ಗಳಲ್ಲಿ): 160000. xyxy=(853,1777,1067,1788)
notice-ref: ಸಂ-ಗ್ರಾ.ಪಂ.ದೇ/ಪ್ರ.ಸರ/ನಾ /ದರಪಟ್ಟಿ/ಸಾಮಗ್ರಿ/03/2024-25 xyxy=(853,1638,1062,1650)
article-4-dateline: ದಾವಣಗೆರೆ,ಫೆ.2: xyxy=(10,1313,71,1325)
article-6-byline: ಕನ್ನಡನಾಡು ವಾರ್ತೆ xyxy=(10,2114,78,2127)
notice-title: ಅನುಬಂಧ-1 ದರಪಟ್ಟಿ ಪ್ರಕಟಣೆ xyxy=(1013,1656,1194,1677)
article-4-photo-banner-text: ಸರ್ಕಾರಿ ಹಿರಿಯ ಪ್ರಾಥಮಿಕ ಶಾಲೆ, ಕಕ್ಕರಗೊಳ್ಳ xyxy=(302,1326,564,1347)
article-6-body-col-a xyxy=(10,2113,727,2163)
notice-items xyxy=(853,1761,1353,1902)
article-2-text: ಮೊಳಕಾಲ್ಮುರು.ಫೆ.2: ತಾಲ್ಲೂಕಿನ ನಾಗಸಮುದ್ರ ಗ್ರಾಮದಲ್ಲಿ ಇಂದು ಜಾಮೀಯಾ ಮಸೀದಿಯಲ್ಲಿ ಅನ್ವರ್ ಭಾಷಾ ಅವರು ಕೆಪಿಸಿಸಿ ಅಲ್ಪಸಂಖ್ಯಾತರ ಘಟಕದ ಅಧ್ಯಕ್ಷರಾಗಿ ಆಯ್ಕೆಯಾದ ಹಿನ್ನೆಲೆಯಲ್ಲಿ ಅವರಿಗೆ ಸನ್ಮಾನ ಕಾರ್ಯಕ್ರಮ ಹಮ್ಮಿಕೊಳ್ಳಲಾಗಿತ್ತು. ಗ್ರಾಮೀಣ ಮಟ್ಟದಿಂದ ಬಂದ ಇವರು ಕಷ್ಟಪಟ್ಟು ಮೇಲೆ ಬಂದಿದ್ದಾರೆ. ನಮ್ಮ ತಾಲ್ಲೂಕಿಗೆ ಹೆಮ್ಮೆಯ ವಿಷಯ ಎಂದು ಹೇಳಿದರು. ಇಂತಹ ವ್ಯಕ್ತಿ ಇಂದು ದೊಡ್ಡ ಮಟ್ಟದ ರಾಜಕೀಯ ಸ್ಥಾನಕ್ಕೆ ಬಂದಿದ್ದಾರೆ. ಈ ಸಂದರ್ಭದಲ್ಲಿ ನಾಗಸಮುದ್ರ ಗ್ರಾಮ ಪಂಚಾಯಿತಿ ಸದಸ್ಯರಾದ ಮಾಜಿ ಸದಸ್ಯರು ಜಬೀರ್ ನಾಗಸಮುದ್ರ ಗ್ರಾಮ ಪಂಚಾಯಿತಿ ಅಧ್ಯಕ್ಷರು, ಉಪಾಧ್ಯಕ್ಷರು ಹಾಗೂ ಮುಸ್ಲಿಂ ಸಮಾಜದ ಮುಖಂಡರು, ಗ್ರಾಮಸ್ಥರು ಭಾಗವಹಿಸಿದ್ದರು. ಸಂಘಟನೆಯ ಕೆಲಸ ಮಾಡುತ್ತಾ ಬಂದಿರುವ ಇವರು ಸಮಾಜದ ಸೇವೆ ಮಾಡುತ್ತಾರೆ ಎಂಬ ವಿಶ್ವಾಸ ಇದೆ ಎಂದು ತಿಳಿಸಿದರು. ಸದಸ್ಯರಾದ ಯಾಸಿನ್ ಪ್ರೇಮ್ ಗಂಗಮ್ಮ ರಾಮಾಂಜನೇಯ ಗ್ರಾಮ ಪಂಚಾಯಿತಿ ಸದಸ್ಯರು ಹಾಗೂ ಮುಖಂಡರು ಇದ್ದರು. xyxy=(807,508,1362,608)
registration-marks-center xyxy=(646,2168,746,2181)
issue-date: ಸೋಮವಾರ 03 ಫೆಬ್ರವರಿ 2025 xyxy=(10,4,248,27)
felicitation-scene xyxy=(807,154,1362,502)
notice-sign-left-1: ಸಹಿ/-ಅಧ್ಯಕ್ಷರು, xyxy=(964,2072,1021,2084)
article-2-photo xyxy=(807,154,1362,502)
children-group-scene xyxy=(10,1866,436,2108)
article-4-text: ಅಂತಾರಾಷ್ಟ್ರೀಯ, ನವೋದಯ ಶಾಲೆಗಳಲ್ಲಿ ಸಿಗುವಂತೆ ಗುಣಮಟ್ಟದ ಶಿಕ್ಷಣ ಸರ್ಕಾರಿ ಶಾಲೆಗಳಲ್ಲಿಯೂ ಸಿಗಬೇಕು ಎಂಬುದು ನನ್ನ ಕನಸು ಎಂದು ಸಮಾಜ ಸೇವಕ ಜಿ. ಬಿ. ವಿನಯ್ ಕುಮಾರ್ ಹೇಳಿದರು. ದಾವಣಗೆರೆ ತಾಲೂಕಿನ ಕಕ್ಕರಗೊಳ್ಳ ಗ್ರಾಮದ ಸರ್ಕಾರಿ ಹಿರಿಯ ಪ್ರಾಥಮಿಕ ಶಾಲೆಯ ವಾರ್ಷಿಕೋತ್ಸವ ಕಾರ್ಯಕ್ರಮದಲ್ಲಿ ಭಾಗವಹಿಸಿ ಮಾತನಾಡಿದ ಅವರು, ಸರ್ಕಾರಿ ಶಾಲೆಗಳನ್ನು ಉಳಿಸುವುದು ನಮ್ಮೆಲ್ಲರ ಜವಾಬ್ದಾರಿ. ಗ್ರಾಮೀಣ ಭಾಗದ ಮಕ್ಕಳಿಗೂ ಉತ್ತಮ ಶಿಕ್ಷಣ ಸಿಗಬೇಕು ಎಂದು ಹೇಳಿದರು. ಉತ್ತಮ ಸ್ಥಾನಕ್ಕೆ ಹೋಗಬೇಕೆಂಬುದು ಪ್ರತಿಯೊಬ್ಬ ವಿದ್ಯಾರ್ಥಿಯ ಕನಸು. ಅದಕ್ಕೆ ಪೂರಕ ವಾತಾವರಣ ನಿರ್ಮಿಸಬೇಕು. ಮಕ್ಕಳಲ್ಲಿ ಧೈರ್ಯ, ಆತ್ಮವಿಶ್ವಾಸ ಬೆಳೆಸಬೇಕು. ಶಿಕ್ಷಕರು ಮತ್ತು ಪೋಷಕರು ಮಕ್ಕಳ ಬೆಳವಣಿಗೆಗೆ ಸಹಕರಿಸಬೇಕು. ಎಸ್ಎಸ್ಎಲ್ಸಿ, ಪಿಯುಸಿ, ಐಎಎಸ್, ಕೆಎಎಸ್ ಮೊದಲಾದ ಪರೀಕ್ಷೆಗಳಲ್ಲಿ ಗ್ರಾಮೀಣ ಮಕ್ಕಳು ಸಾಧನೆ ಮಾಡಬೇಕು. ಭವಿಷ್ಯದಲ್ಲಿ ಇಂಜಿನಿಯರ್, ವೈದ್ಯರು, ವಿಜ್ಞಾನಿಗಳಾಗಿ ದೇಶ ಸೇವೆ ಮಾಡಬೇಕು ಎಂದು ಆಶಿಸಿದರು. ಕಾರ್ಯಕ್ರಮದಲ್ಲಿ ಶಾಲಾ ಮುಖ್ಯ ಶಿಕ್ಷಕರು, ಎಸ್ ಡಿ ಎಂ ಸಿ ಅಧ್ಯಕ್ಷರು, ಗ್ರಾಮ ಪಂಚಾಯಿತಿ ಸದಸ್ಯರು, ಗ್ರಾಮದ ಹಿರಿಯರು, ಪೋಷಕರು ಹಾಗೂ ಮಕ್ಕಳು ಭಾಗವಹಿಸಿದ್ದರು. ವಿದ್ಯಾರ್ಥಿಗಳಿಂದ ಸಾಂಸ್ಕೃತಿಕ ಕಾರ್ಯಕ್ರಮಗಳು ನಡೆದವು. ಉತ್ತಮ ಸಾಧನೆ ಮಾಡಿದ ಮಕ್ಕಳಿಗೆ ಬಹುಮಾನ ವಿತರಿಸಲಾಯಿತು. ಹಿರಿಯ ಶಿಕ್ಷಕರನ್ನು ಸನ್ಮಾನಿಸಲಾಯಿತು. ಗ್ರಾಮಸ್ಥರು ಶಾಲೆಯ ಅಭಿವೃದ್ಧಿಗೆ ಸಹಕಾರ ನೀಡುವುದಾಗಿ ಭರವಸೆ ನೀಡಿದರು. xyxy=(10,1297,232,1660)
notice-item: 04.ಕೊಡಸಾಬೂರ ಗ್ರಾಮದ ಶಾಲೆ ಆವರಣದಲ್ಲಿ ಗೋಡೆ ಮಾಡುವುದು. ಅಂದಾಜು ಮೊತ್ತ (ಲಕ್ಷಗಳಲ್ಲಿ): 500000. xyxy=(853,1847,1188,1858)
notice-item: 02.ಕೊಡಸಾಬೂರ ಗ್ರಾಮದ ಎ ಹೆದ್ದಾರಿಯಲ್ಲಿ ಸರ್ಕಾರಿ ಶಾಲೆ ಪಕ್ಕ ಸಿ ಡಿ ಮಾಡುವುದು. ಅಂದಾಜು ಮೊತ್ತ (ಲಕ್ಷಗಳಲ್ಲಿ): 200000. xyxy=(853,1791,1231,1802)
column-divider xyxy=(799,101,801,741)
notice-date: ದಿನಾಂಕ:-01.02.2025 xyxy=(1261,1638,1351,1650)
cyan-dot-icon xyxy=(10,2168,23,2181)
cyan-dot-icon xyxy=(646,2168,659,2181)
section-divider xyxy=(10,1185,1362,1187)
article-1-headline: ಜೀವನದಲ್ಲಿ ಶ್ರದ್ಧೆ ಮುಖ್ಯ :ಉಮಾಶಂಕರ್ ರೆಡ್ಡಿ xyxy=(10,39,647,89)
registration-marks-left xyxy=(10,2168,121,2181)
article-3-headline-line1: ಈಸೂರು ಗ್ರಾಮದಲ್ಲಿ ನಡೆದ ಸ್ವತಂತ್ರ ಸಂಗ್ರಾಮದ ಹೋರಾಟ xyxy=(297,751,1073,799)
yellow-dot-icon xyxy=(1321,2168,1334,2181)
article-4-body-col-c xyxy=(686,1296,827,1795)
notice-office: ಗ್ರಾಮ ಪಂಚಾಯಿತಿ ಕಾರ್ಯಾಲಯ, ದೇವಲಾಪುರ, ಕಂಪ್ಲಿ ತಾಲ್ಲೂಕು ಬಳ್ಳಾರಿ ಜಿಲ್ಲೆ xyxy=(963,1591,1299,1607)
article-6-dateline: ಕೊಪ್ಪಳ,ಫೆ.2: xyxy=(10,2130,60,2142)
yellow-dot-icon xyxy=(50,2168,64,2181)
column-divider-2 xyxy=(835,1190,836,2173)
black-dot-icon xyxy=(1342,2168,1355,2181)
article-2-headline-box xyxy=(807,101,1365,149)
notice-item: ಕಾಮಗಾರಿಗೆ ಪೂರೈಸಬೇಕಾದ ಸಾಮಗ್ರಿ ಮೊತ್ತ(ರೂ.ಗಳಲ್ಲಿ): 160000. xyxy=(853,1805,1067,1816)
article-3-body-col-b xyxy=(241,1130,1683,1180)
